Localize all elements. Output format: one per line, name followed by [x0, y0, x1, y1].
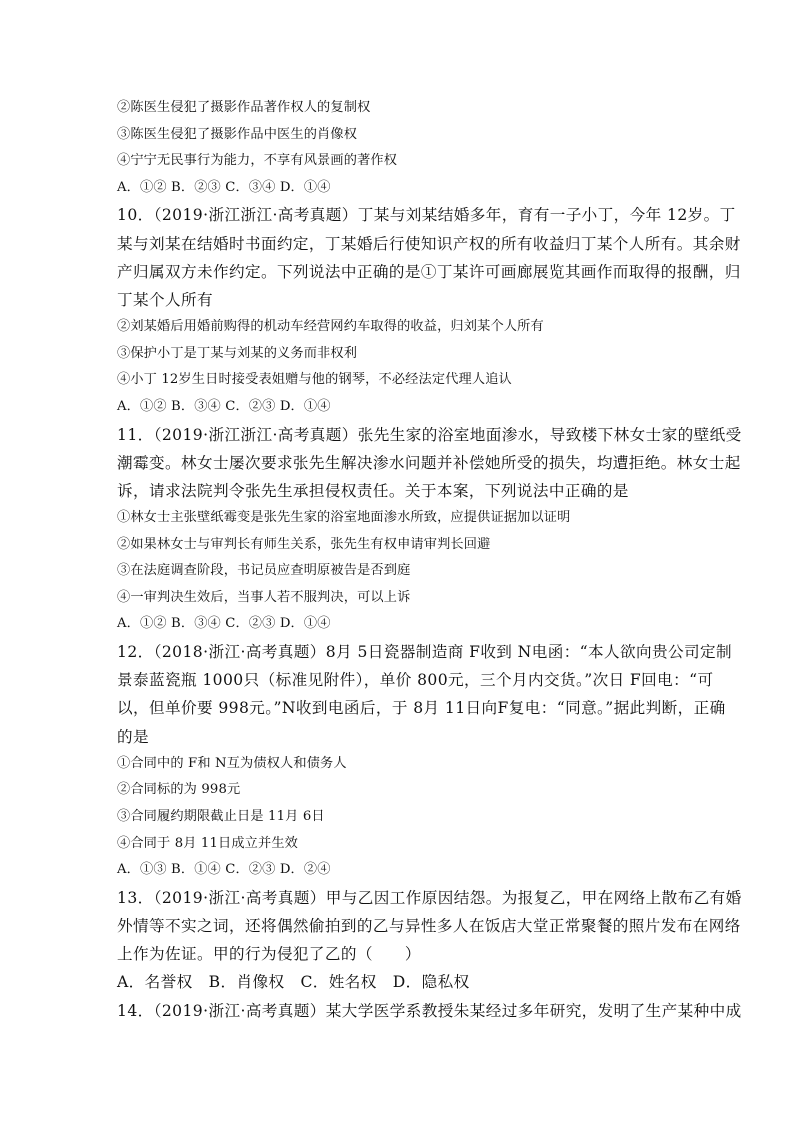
text-line: 潮霉变。林女士屡次要求张先生解决渗水问题并补偿她所受的损失，均遭拒绝。林女士起: [117, 453, 741, 472]
text-line: 诉，请求法院判令张先生承担侵权责任。关于本案，下列说法中正确的是: [117, 481, 629, 500]
text-line: A．①③ B．①④ C．②③ D．②④: [117, 862, 331, 878]
text-line: 某与刘某在结婚时书面约定，丁某婚后行使知识产权的所有收益归丁某个人所有。其余财: [117, 234, 741, 253]
text-line: A．①② B．③④ C．②③ D．①④: [117, 616, 331, 632]
text-line: 丁某个人所有: [117, 290, 213, 309]
text-line: ①合同中的 F和 N互为债权人和债务人: [117, 755, 347, 771]
text-line: 10．（2019·浙江浙江·高考真题）丁某与刘某结婚多年，育有一子小丁，今年 12岁。丁: [117, 206, 736, 225]
text-line: ②如果林女士与审判长有师生关系，张先生有权申请审判长回避: [117, 536, 491, 552]
text-line: 产归属双方未作约定。下列说法中正确的是①丁某许可画廊展览其画作而取得的报酬，归: [117, 262, 741, 281]
text-line: ④合同于 8月 11日成立并生效: [117, 835, 299, 851]
text-line: 的是: [117, 727, 149, 746]
document-body: [117, 95, 742, 1025]
text-line: 13．（2019·浙江·高考真题）甲与乙因工作原因结怨。为报复乙，甲在网络上散布乙有婚: [117, 888, 742, 907]
text-line: 以，但单价要 998元。”N收到电函后，于 8月 11日向F复电：“同意。”据此判断，正确: [117, 699, 726, 718]
text-line: ③陈医生侵犯了摄影作品中医生的肖像权: [117, 126, 358, 142]
text-line: A．①② B．②③ C．③④ D．①④: [117, 179, 331, 195]
text-line: 外情等不实之词，还将偶然偷拍到的乙与异性多人在饭店大堂正常聚餐的照片发布在网络: [117, 916, 741, 935]
text-line: ③保护小丁是丁某与刘某的义务而非权利: [117, 345, 358, 361]
text-line: ④宁宁无民事行为能力，不享有风景画的著作权: [117, 153, 398, 169]
text-line: 12．（2018·浙江·高考真题）8月 5日瓷器制造商 F收到 N电函：“本人欲向贵公司定制: [117, 643, 733, 662]
text-line: ②陈医生侵犯了摄影作品著作权人的复制权: [117, 100, 371, 115]
text-line: 景泰蓝瓷瓶 1000只（标准见附件），单价 800元，三个月内交货。”次日 F回电：“可: [117, 671, 714, 690]
text-line: A．①② B．③④ C．②③ D．①④: [117, 398, 331, 414]
text-line: ②合同标的为 998元: [117, 782, 241, 798]
text-line: ②刘某婚后用婚前购得的机动车经营网约车取得的收益，归刘某个人所有: [117, 319, 544, 335]
text-line: ③合同履约期限截止日是 11月 6日: [117, 808, 325, 824]
text-line: ①林女士主张壁纸霉变是张先生家的浴室地面渗水所致，应提供证据加以证明: [117, 510, 571, 526]
text-line: ③在法庭调查阶段，书记员应查明原被告是否到庭: [117, 563, 411, 579]
text-line: ④一审判决生效后，当事人若不服判决，可以上诉: [117, 589, 411, 605]
text-line: 11．（2019·浙江浙江·高考真题）张先生家的浴室地面渗水，导致楼下林女士家的壁纸受: [117, 425, 742, 444]
text-line: ④小丁 12岁生日时接受表姐赠与他的钢琴，不必经法定代理人追认: [117, 372, 512, 388]
text-line: 上作为佐证。甲的行为侵犯了乙的（ ）: [117, 945, 421, 964]
text-line: 14．（2019·浙江·高考真题）某大学医学系教授朱某经过多年研究，发明了生产某种中成: [117, 1001, 742, 1020]
text-line: A．名誉权 B．肖像权 C．姓名权 D．隐私权: [117, 973, 470, 992]
